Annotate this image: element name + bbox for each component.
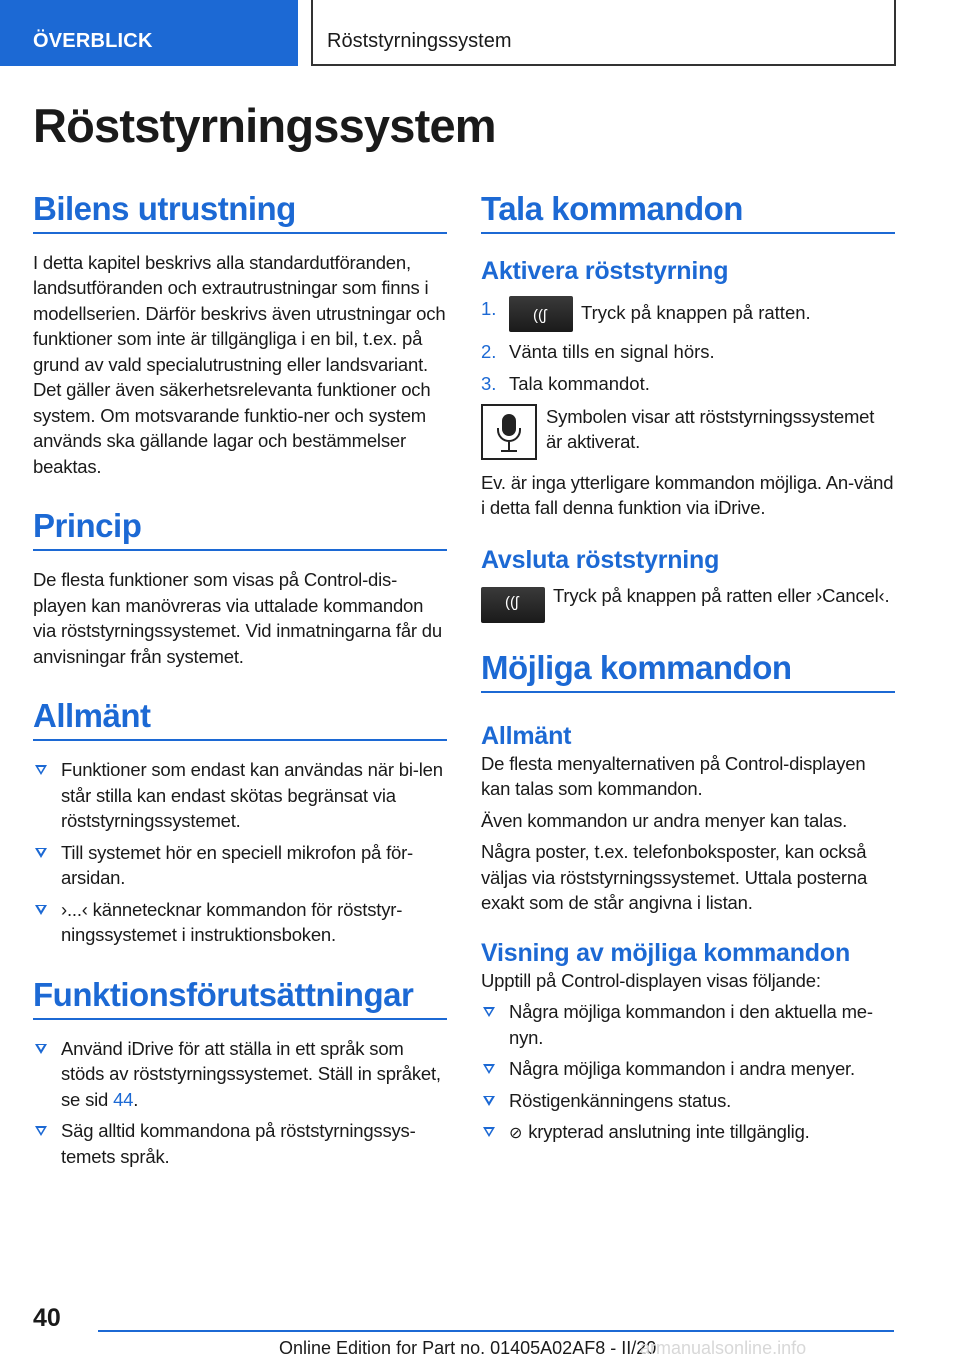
triangle-bullet-icon xyxy=(483,1007,495,1017)
left-column xyxy=(33,190,447,1197)
heading-general-commands: Allmänt xyxy=(481,721,572,750)
end-row xyxy=(481,583,895,623)
section-general xyxy=(33,697,447,947)
section-possible-commands xyxy=(481,649,895,1147)
list-item: Använd iDrive för att ställa in ett språk som stöds av röststyrningssystemet. Ställ in språket, se sid 44. xyxy=(33,1036,447,1113)
triangle-bullet-icon xyxy=(35,1044,47,1054)
list-item: Några möjliga kommandon i den aktuella me-nyn. xyxy=(481,999,895,1050)
heading-principle: Princip xyxy=(33,507,447,551)
triangle-bullet-icon xyxy=(35,905,47,915)
triangle-bullet-icon xyxy=(483,1127,495,1137)
right-column xyxy=(481,190,895,1175)
heading-activate: Aktivera röststyrning xyxy=(481,256,729,285)
end-text: Tryck på knappen på ratten eller ›Cancel‹. xyxy=(553,584,890,606)
no-encryption-icon: ⊘ xyxy=(509,1125,523,1143)
speak-note: Ev. är inga ytterligare kommandon möjliga. An-vänd i detta fall denna funktion via iDrive. xyxy=(481,471,894,519)
list-item: ⊘ krypterad anslutning inte tillgänglig. xyxy=(481,1119,895,1147)
tab-section[interactable]: Röststyrningssystem xyxy=(311,0,896,66)
list-item: Några möjliga kommandon i andra menyer. xyxy=(481,1056,895,1082)
list-item: Säg alltid kommandona på röststyrningssys-temets språk. xyxy=(33,1118,447,1169)
section-speak xyxy=(481,190,895,623)
display-list xyxy=(481,999,895,1147)
step-item: 3. Tala kommandot. xyxy=(481,373,650,395)
triangle-bullet-icon xyxy=(483,1096,495,1106)
heading-prerequisites: Funktionsförutsättningar xyxy=(33,976,447,1020)
section-principle xyxy=(33,507,447,669)
heading-end-voice: Avsluta röststyrning xyxy=(481,545,720,574)
display-intro: Upptill på Control-displayen visas följande: xyxy=(481,969,821,991)
page-number: 40 xyxy=(33,1304,61,1332)
page-title: Röststyrningssystem xyxy=(33,99,496,152)
general-list xyxy=(33,757,447,948)
heading-general: Allmänt xyxy=(33,697,447,741)
step-item: 2. Vänta tills en signal hörs. xyxy=(481,340,715,362)
section-equipment xyxy=(33,190,447,479)
page-link[interactable]: 44 xyxy=(113,1088,134,1110)
heading-speak: Tala kommandon xyxy=(481,190,895,234)
possible-p1: De flesta menyalternativen på Control-displayen kan talas som kommandon. xyxy=(481,752,866,800)
steering-wheel-voice-button-icon: ((ʃ xyxy=(509,296,573,332)
footer-edition: Online Edition for Part no. 01405A02AF8 - II/20 xyxy=(279,1338,657,1358)
symbol-text: Symbolen visar att röststyrningssystemet är aktiverat. xyxy=(546,405,875,453)
watermark: armanualsonline.info xyxy=(640,1338,807,1358)
heading-display-commands: Visning av möjliga kommandon xyxy=(481,938,851,967)
heading-possible-commands: Möjliga kommandon xyxy=(481,649,895,693)
possible-p2: Även kommandon ur andra menyer kan talas. xyxy=(481,809,848,831)
section-prerequisites xyxy=(33,976,447,1169)
list-item: Röstigenkänningens status. xyxy=(481,1088,895,1114)
step-item: 1. ((ʃ Tryck på knappen på ratten. xyxy=(481,296,895,332)
principle-text: De flesta funktioner som visas på Control-dis-playen kan manövreras via uttalade kommandon via röststyrningssystemet. Vid inmatningarna får du anvisningar från systemet. xyxy=(33,569,442,667)
list-item: Funktioner som endast kan användas när bi-len står stilla kan endast skötas begränsat via röststyrningssystemet. xyxy=(33,757,447,834)
top-bar xyxy=(0,0,960,66)
tab-overview[interactable]: ÖVERBLICK xyxy=(0,0,298,66)
possible-p3: Några poster, t.ex. telefonboksposter, kan också väljas via röststyrningssystemet. Uttala posterna exakt som de står angivna i listan. xyxy=(481,841,868,914)
triangle-bullet-icon xyxy=(483,1064,495,1074)
list-item: ›...‹ kännetecknar kommandon för röststyr-ningssystemet i instruktionsboken. xyxy=(33,897,447,948)
equipment-text: I detta kapitel beskrivs alla standardutföranden, landsutföranden och extrautrustningar som finns i modellserien. Därför beskrivs även utrustningar och funktioner som inte är tillgängliga i en bil, t.ex. på grund av vald specialutrustning eller landsvariant. Det gäller även säkerhetsrelevanta funktioner och system. Om motsvarande funktio-ner och system används ska gällande lagar och bestämmelser beaktas. xyxy=(33,251,446,477)
footer-divider xyxy=(98,1330,894,1332)
activate-steps xyxy=(481,296,895,397)
symbol-row xyxy=(481,404,895,460)
triangle-bullet-icon xyxy=(35,848,47,858)
prereq-list xyxy=(33,1036,447,1170)
steering-wheel-voice-button-icon: ((ʃ xyxy=(481,587,545,623)
list-item: Till systemet hör en speciell mikrofon på för-arsidan. xyxy=(33,840,447,891)
triangle-bullet-icon xyxy=(35,765,47,775)
heading-equipment: Bilens utrustning xyxy=(33,190,447,234)
triangle-bullet-icon xyxy=(35,1126,47,1136)
microphone-icon xyxy=(481,404,537,460)
